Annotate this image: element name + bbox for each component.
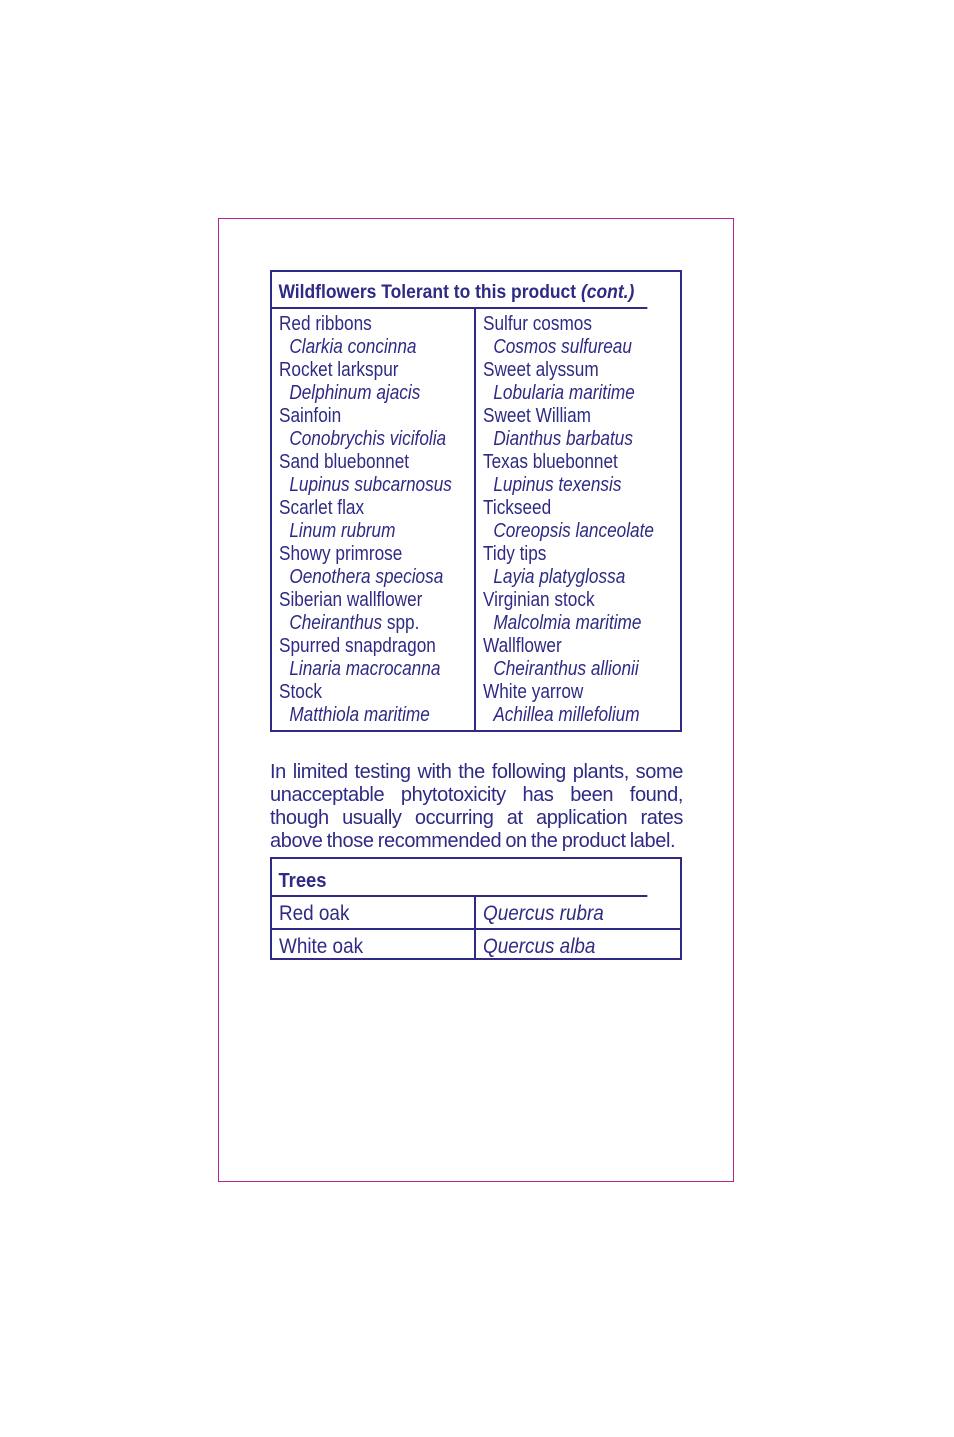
plant-scientific-name: Achillea millefolium: [493, 704, 640, 726]
tree-common-name: [272, 930, 476, 959]
plant-scientific-name: Matthiola maritime: [289, 704, 430, 726]
table-row: [272, 928, 680, 959]
plant-scientific-name: Cheiranthus allionii: [493, 658, 639, 680]
wildflowers-title-suffix: (cont.): [580, 282, 635, 303]
wildflowers-right-column: [476, 309, 680, 730]
plant-scientific-name: Layia platyglossa: [493, 566, 626, 588]
plant-common-name: Spurred snapdragon: [279, 635, 436, 657]
tree-scientific-text: Quercus alba: [483, 935, 596, 958]
plant-common-name: Siberian wallflower: [279, 589, 423, 611]
plant-scientific-name: Conobrychis vicifolia: [289, 428, 447, 450]
plant-scientific-name: Linaria macrocanna: [289, 658, 441, 680]
plant-common-name: Tickseed: [483, 497, 552, 519]
plant-common-name: Scarlet flax: [279, 497, 365, 519]
plant-scientific-name: Lupinus texensis: [493, 474, 622, 496]
tree-scientific-text: Quercus rubra: [483, 902, 604, 925]
plant-common-name: Wallflower: [483, 635, 562, 657]
plant-common-name: Sand bluebonnet: [279, 451, 410, 473]
plant-scientific-name: Cosmos sulfureau: [493, 336, 632, 358]
table-row: [272, 897, 680, 928]
tree-scientific-name: [476, 930, 680, 959]
plant-scientific-name: Linum rubrum: [289, 520, 396, 542]
plant-scientific-name: Malcolmia maritime: [493, 612, 642, 634]
plant-scientific-name: Lobularia maritime: [493, 382, 635, 404]
trees-table-title: Trees: [272, 859, 647, 897]
plant-scientific-name: Clarkia concinna: [289, 336, 417, 358]
tree-common-text: White oak: [279, 935, 364, 958]
wildflowers-title-text: Wildflowers Tolerant to this product: [278, 282, 577, 303]
plant-common-name: Showy primrose: [279, 543, 403, 565]
plant-common-name: Sulfur cosmos: [483, 313, 592, 335]
tree-common-name: [272, 897, 476, 928]
plant-common-name: Stock: [279, 681, 323, 703]
plant-common-name: White yarrow: [483, 681, 584, 703]
plant-common-name: Rocket larkspur: [279, 359, 399, 381]
plant-scientific-name: Dianthus barbatus: [493, 428, 633, 450]
plant-common-name: Red ribbons: [279, 313, 372, 335]
tree-common-text: Red oak: [279, 902, 350, 925]
plant-common-name: Texas bluebonnet: [483, 451, 618, 473]
wildflowers-table-title: [272, 272, 647, 309]
plant-common-name: Virginian stock: [483, 589, 595, 611]
plant-species-abbrev: spp.: [386, 612, 420, 634]
plant-common-name: Sweet alyssum: [483, 359, 599, 381]
wildflowers-table: [270, 270, 682, 732]
plant-common-name: Sweet William: [483, 405, 591, 427]
plant-scientific-name: Coreopsis lanceolate: [493, 520, 654, 542]
plant-common-name: Tidy tips: [483, 543, 547, 565]
plant-scientific-name: Lupinus subcarnosus: [289, 474, 452, 496]
wildflowers-left-column: [272, 309, 476, 730]
phytotoxicity-paragraph: In limited testing with the following plants, some unacceptable phytotoxicity has been found, though usually occurring at application rates above those recommended on the product label.: [270, 761, 683, 852]
plant-scientific-name: Delphinum ajacis: [289, 382, 421, 404]
plant-scientific-name: Oenothera speciosa: [289, 566, 444, 588]
plant-genus: Cheiranthus: [289, 612, 383, 634]
plant-scientific-name: [279, 612, 447, 635]
plant-common-name: Sainfoin: [279, 405, 342, 427]
tree-scientific-name: [476, 897, 680, 928]
trees-table: [270, 857, 682, 960]
